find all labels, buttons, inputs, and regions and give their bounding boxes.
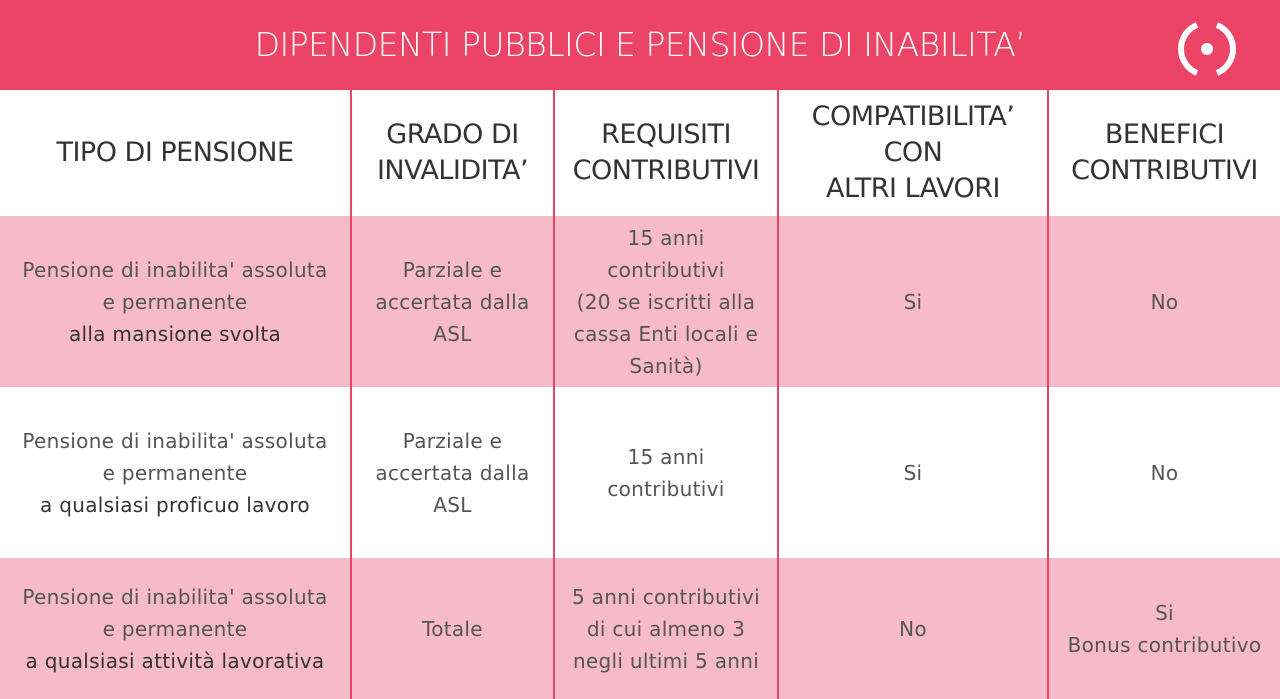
cell-grado: Parziale e accertata dalla ASL (352, 387, 555, 558)
cell-tipo: Pensione di inabilita' assoluta e permanente a qualsiasi attività lavorativa (0, 558, 352, 699)
page-title: DIPENDENTI PUBBLICI E PENSIONE DI INABILITA’ (254, 25, 1026, 64)
pension-table (0, 90, 1280, 699)
cell-tipo: Pensione di inabilita' assoluta e permanente alla mansione svolta (0, 216, 352, 387)
table-row (0, 216, 1280, 387)
table-row (0, 558, 1280, 699)
column-header-compatibilita: COMPATIBILITA’ CON ALTRI LAVORI (779, 90, 1049, 216)
column-header-requisiti: REQUISITI CONTRIBUTIVI (555, 90, 779, 216)
column-header-benefici: BENEFICI CONTRIBUTIVI (1071, 119, 1258, 186)
cell-benefici: No (1150, 289, 1179, 314)
cell-requisiti: 15 anni contributivi (20 se iscritti alla cassa Enti locali e Sanità) (555, 216, 779, 387)
table-header-row (0, 90, 1280, 216)
cell-grado: Totale (352, 558, 555, 699)
cell-grado: Parziale e accertata dalla ASL (352, 216, 555, 387)
target-circle-icon (1175, 17, 1239, 81)
cell-compatibilita: No (779, 558, 1049, 699)
cell-compatibilita: Si (779, 216, 1049, 387)
cell-requisiti: 15 anni contributivi (555, 387, 779, 558)
column-header-grado: GRADO DI INVALIDITA’ (352, 90, 555, 216)
cell-compatibilita: Si (779, 387, 1049, 558)
column-header-tipo: TIPO DI PENSIONE (0, 90, 352, 216)
cell-benefici: No (1150, 460, 1179, 485)
title-banner (0, 0, 1280, 90)
table-row (0, 387, 1280, 558)
cell-benefici: Si Bonus contributivo (1067, 600, 1262, 657)
cell-tipo: Pensione di inabilita' assoluta e permanente a qualsiasi proficuo lavoro (0, 387, 352, 558)
cell-requisiti: 5 anni contributivi di cui almeno 3 negli ultimi 5 anni (555, 558, 779, 699)
